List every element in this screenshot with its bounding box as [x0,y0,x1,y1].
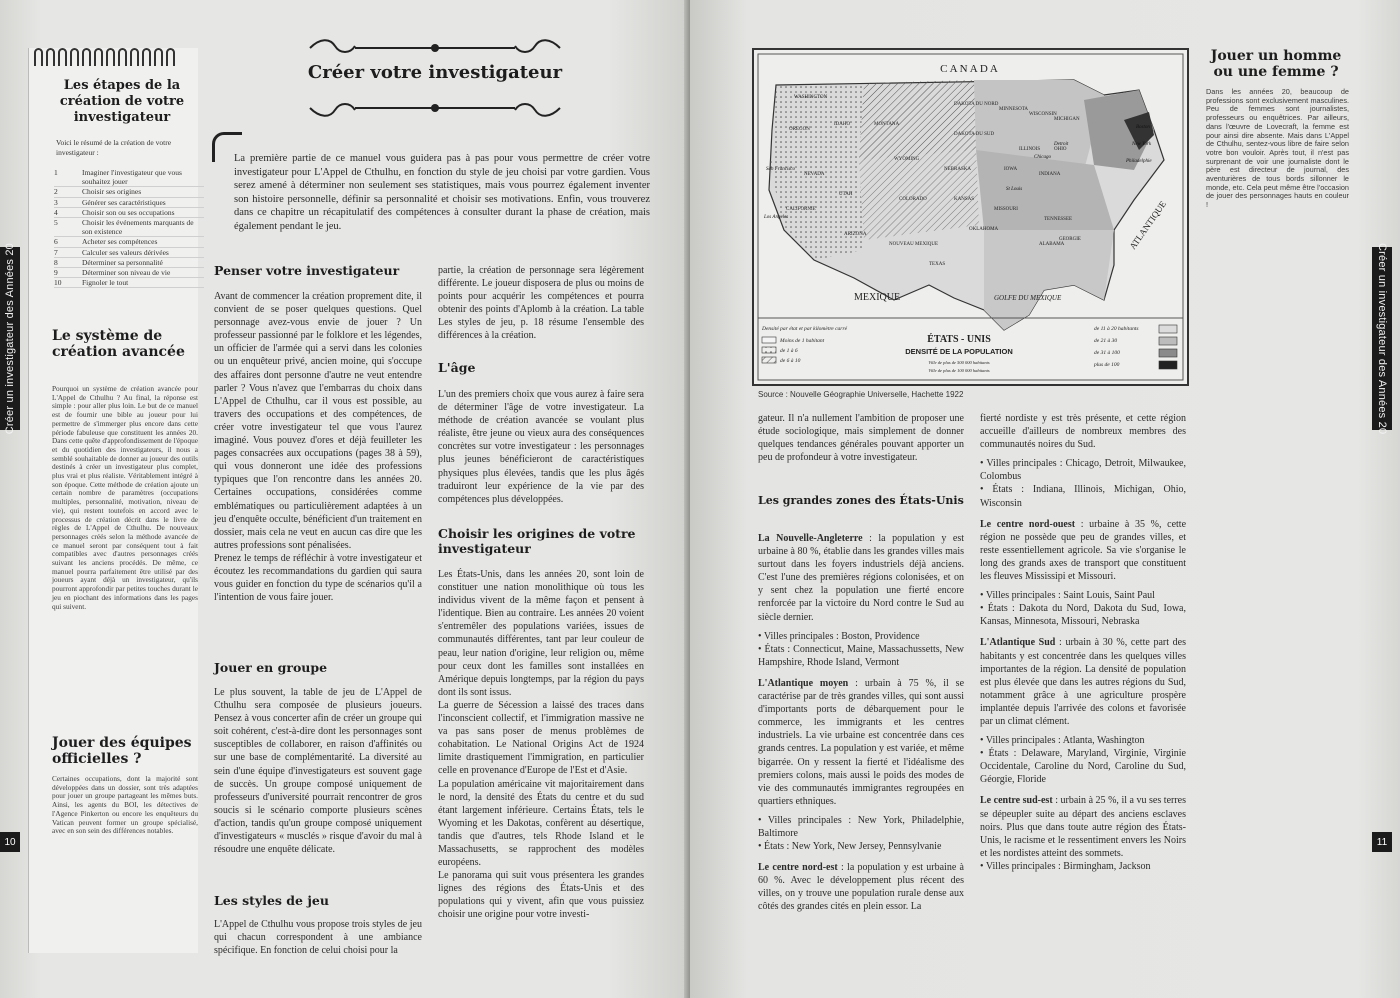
page-title: Créer votre investigateur [307,62,563,83]
right-column-1 [758,412,964,464]
ornament-bottom-icon [300,96,570,120]
region-text: : urbain à 75 %, il se caractérise par de très grandes villes, qui sont aussi d'importants ports de débarquement pour le commerce, les immigrants et les centres industriels. La vie urbaine est concentrée dans ces grands centres. La population y est variée, et même bigarrée. On y ressent la fierté et l'idéalisme des premiers colons, mais aussi le poids des modes de vie des communautés immigrantes regroupées en quartiers ethniques. [758,677,965,807]
legend-right-3: plus de 100 [1094,362,1120,368]
legend-left-0: Densité par état et par kilomètre carré [762,326,848,332]
map-state-label: UTAH [839,192,853,197]
step-label: Déterminer son niveau de vie [82,268,171,278]
step-item [54,187,204,197]
paragraph: La population américaine vit majoritairement dans le nord, la densité des États du centre et du sud étant largement inférieure. Certains États, tels le Wyoming et les Dakotas, confèrent au désertique, tandis que d'autres, tels Rhode Island et le Massachusetts, se rapprochent des modèles européens. [438,778,644,869]
map-title: ÉTATS - UNIS [927,334,991,345]
legend-right-2: de 31 à 100 [1094,350,1120,356]
map-state-label: IOWA [1004,167,1018,172]
step-number: 2 [54,187,58,197]
map-city-label: San Francisco [766,167,796,172]
step-number: 3 [54,197,58,207]
gender-heading: Jouer un homme ou une femme ? [1210,48,1342,80]
region-title: L'Atlantique Sud [980,637,1056,649]
region-cities: • Villes principales : Chicago, Detroit, Milwaukee, Colombus [980,458,1186,483]
chapter-tab-right [1372,242,1392,435]
map-city-label: New York [1132,142,1152,147]
legend-right-1: de 21 à 30 [1094,338,1118,344]
map-label-atlantique: ATLANTIQUE [1127,199,1169,252]
heading-groupe: Jouer en groupe [214,660,328,675]
legend-left-2: de 1 à 6 [780,348,798,354]
region-paragraph [758,861,964,913]
column-1 [214,290,422,604]
population-density-map [752,48,1189,386]
right-column-1-b [758,532,964,914]
column-1-c [214,918,422,957]
step-label: Déterminer sa personnalité [82,257,163,267]
map-state-label: WYOMING [894,157,920,162]
paragraph: partie, la création de personnage sera légèrement différente. Le joueur disposera de plus ou moins de points pour acquérir les compétences et pourra obtenir des points d'Aplomb à la création. La table Les styles de jeu, p. 18 résume l'ensemble des différences à la création. [438,265,644,342]
intro-paragraph: La première partie de ce manuel vous guidera pas à pas pour vous permettre de créer votre investigateur pour L'Appel de Cthulhu, en fonction du style de jeu choisi par votre gardien. Vous serez amené à déterminer non seulement ses statistiques, mais vous pourrez également inventer son histoire personnelle, définir sa personnalité et choisir ses motivations. Enfin, vous trouverez dans ce chapitre un récapitulatif des compétences à consulter durant la phase de création, mais également pendant le jeu. [234,153,650,232]
step-label: Calculer ses valeurs dérivées [82,247,169,257]
step-label: Choisir ses origines [82,187,142,197]
legend-mid-1: Ville de plus de 100 000 habitants [928,368,990,373]
map-state-label: NEBRASKA [944,167,971,172]
map-state-label: GEORGIE [1059,237,1081,242]
map-city-label: Boston [1136,125,1150,130]
paragraph: Les États-Unis, dans les années 20, sont loin de constituer une nation monolithique où tous les individus vivent de la même façon et pensent à l'identique. Bien au contraire. Les années 20 voient s'entremêler des populations variées, issues de communautés différentes, tant par leur couleur de peau, leur nation d'origine, leur religion ou, même pour ceux dont les familles sont installées en Amérique depuis longtemps, par la région du pays dont ils sont issus. [438,569,644,698]
region-text: : la population y est urbaine à 60 %. Avec le développement plus récent des villes, on y trouve une population rurale dense aux côtés des grandes cités en plein essor. La [758,862,964,913]
page-number-right: 11 [1372,832,1392,852]
map-city-label: Chicago [1034,155,1051,160]
step-number: 1 [54,168,58,177]
step-item [54,198,204,208]
legend-mid-0: Ville de plus de 500 000 habitants [928,360,990,365]
heading-origines: Choisir les origines de votre investigateur [438,526,636,556]
region-paragraph [758,677,964,808]
map-city-label: Philadelphie [1126,159,1152,164]
region-paragraph [758,532,964,624]
region-paragraph [980,518,1186,583]
map-city-label: St Louis [1006,187,1023,192]
legend-right-0: de 11 à 20 habitants [1094,326,1139,332]
map-caption: Source : Nouvelle Géographie Universelle, Hachette 1922 [758,390,964,399]
region-text: : urbain à 30 %, cette part des habitants y est concentrée dans les quelques villes importantes de la région. La densité de population est plus élevée que dans les autres régions du Sud, notamment grâce à une agriculture prospère implantée depuis l'arrivée des colons et favorisée par un climat clément. [980,637,1186,727]
map-state-label: MISSOURI [994,207,1018,212]
map-city-label: Los Angeles [764,215,789,220]
paragraph: fierté nordiste y est très présente, et cette région accueille d'ailleurs de nombreux membres des communautés noires du Sud. [980,413,1186,451]
legend-left-1: Moins de 1 habitant [780,338,825,344]
map-state-label: NOUVEAU MEXIQUE [889,242,939,247]
map-state-label: ARIZONA [844,232,867,237]
step-item [54,268,204,278]
map-state-label: TENNESSEE [1044,217,1073,222]
map-state-label: IDAHO [834,122,851,127]
map-state-label: ALABAMA [1039,242,1065,247]
chapter-tab-label: Créer un investigateur des Années 20 [1376,242,1388,435]
map-state-label: MINNESOTA [999,107,1029,112]
region-cities: • Villes principales : Saint Louis, Saint Paul [980,590,1155,602]
map-state-label: DAKOTA DU SUD [954,132,995,137]
chapter-tab-left [0,242,20,435]
map-state-label: NEVADA [804,172,825,177]
region-paragraph [980,636,1186,728]
map-state-label: DAKOTA DU NORD [954,102,999,107]
step-item [54,168,204,187]
step-number: 8 [54,257,58,267]
paragraph: Avant de commencer la création proprement dite, il convient de se poser quelques questions. Quel personnage avez-vous envie de jouer ? Un professeur passionné par le folklore et les légendes, un officier de l'armée qui a servi dans les colonies ou un enquêteur privé, ancien moine, qui s'occupe des affaires dont personne d'autre ne veut entendre parler ? Vous n'avez que l'embarras du choix dans L'Appel de Cthulhu, car il vous est possible, au travers des occupations et des compétences, de créer votre investigateur tel que vous l'aurez imaginé. Vous pouvez d'ores et déjà feuilleter les pages consacrées aux occupations (pages 38 à 59), qui vous donneront une idée des professions typiques que l'on rencontre dans les années 20. Certaines occupations, considérées comme emblématiques ou particulièrement adaptées à un jeu d'enquête occulte, bénéficient d'un traitement en dossier, mais cela ne veut en aucun cas dire que les autres professions sont pénalisées. [214,291,422,551]
step-item [54,278,204,288]
column-2-c [438,568,644,922]
step-label: Fignoler le tout [82,278,129,288]
region-states: • États : Connecticut, Maine, Massachussetts, New Hampshire, Rhode Island, Vermont [758,643,964,668]
map-state-label: COLORADO [899,197,927,202]
map-state-label: OREGON [789,127,810,132]
region-states: • États : Indiana, Illinois, Michigan, Ohio, Wisconsin [980,484,1186,509]
steps-list [54,168,204,288]
chapter-tab-label: Créer un investigateur des Années 20 [4,242,16,435]
page-number-left: 10 [0,832,20,852]
heading-penser: Penser votre investigateur [214,263,400,278]
region-states: • États : Dakota du Nord, Dakota du Sud, Iowa, Kansas, Minnesota, Missouri, Nebraska [980,603,1186,628]
map-state-label: INDIANA [1039,172,1061,177]
paragraph: La guerre de Sécession a laissé des traces dans l'inconscient collectif, et l'immigration massive ne va pas sans poser de menus problèmes de cohabitation. Le National Origins Act de 1924 limite drastiquement l'immigration, en particulier celle en provenance d'Europe de l'Est et d'Asie. [438,699,644,777]
region-title: La Nouvelle-Angleterre [758,533,863,544]
step-number: 4 [54,207,58,217]
map-subtitle: DENSITÉ DE LA POPULATION [905,347,1013,356]
heading-zones: Les grandes zones des États-Unis [758,494,964,507]
region-title: L'Atlantique moyen [758,677,849,689]
step-number: 10 [54,278,62,288]
region-text: : la population y est urbaine à 80 %, établie dans les grandes villes mais surtout dans les foyers industriels déjà anciens. C'est l'une des premières régions colonisées, et on y sent chez la population une fierté encore renforcée par la victoire du Nord contre le Sud au siècle dernier. [758,533,964,623]
step-label: Imaginer l'investigateur que vous souhaitez jouer [82,168,182,187]
legend-left-3: de 6 à 10 [780,358,801,364]
sidebar-title: Les étapes de la création de votre investigateur [59,78,185,125]
region-cities: • Villes principales : Boston, Providence [758,630,920,642]
step-number: 5 [54,218,58,228]
region-cities: • Villes principales : Atlanta, Washington [980,735,1145,747]
column-2-b [438,388,644,506]
region-title: Le centre sud-est [980,795,1053,807]
gender-text: Dans les années 20, beaucoup de professions sont exclusivement masculines. Peu de femmes sont journalistes, professeurs ou enquêtrices. Par ailleurs, dans l'œuvre de Lovecraft, la femme est pour ainsi dire absente. Mais dans L'Appel de Cthulhu, sentez-vous libre de faire selon votre bon vouloir. Après tout, il n'est pas surprenant de voir une journaliste dont le père est directeur de journal, des aventurières de tous bords sillonner le monde, etc. Cela peut même être l'occasion de jouer des personnages hauts en couleur ! [1206,87,1349,210]
usa-map-figure [754,50,1187,384]
heading-styles: Les styles de jeu [214,893,329,908]
ornament-top-icon [300,36,570,60]
region-title: Le centre nord-est [758,862,838,874]
column-1-b [214,686,422,856]
map-state-label: CALIFORNIE [786,207,816,212]
map-label-mexique: MEXIQUE [854,292,901,303]
region-text: : urbain à 25 %, il a vu ses terres se dépeupler suite au départ des anciens esclaves noirs. Plus que dans toute autre région des États-Unis, le racisme et le ressentiment envers les Noirs et les nordistes atteint des sommets. [980,795,1186,859]
map-state-label: MONTANA [874,122,900,127]
step-number: 6 [54,237,58,247]
map-state-label: TEXAS [929,262,946,267]
step-label: Choisir les événements marquants de son existence [82,218,194,237]
map-state-label: OHIO [1054,147,1067,152]
step-item [54,237,204,247]
paragraph: Le panorama qui suit vous présentera les grandes lignes des régions des États-Unis et des populations qui y vivent, afin que vous puissiez choisir une origine pour votre investi- [438,870,644,921]
region-title: Le centre nord-ouest [980,518,1076,530]
step-item [54,218,204,237]
spiral-binding-icon [34,48,184,72]
teams-heading: Jouer des équipes officielles ? [52,735,192,767]
step-label: Acheter ses compétences [82,237,158,247]
step-item [54,208,204,218]
map-city-label: Detroit [1054,142,1069,147]
map-state-label: OKLAHOMA [969,227,999,232]
step-number: 9 [54,268,58,278]
paragraph: L'Appel de Cthulhu vous propose trois styles de jeu qui chacun correspondent à une ambiance spécifique. En fonction de celui choisi pour la [214,919,422,957]
region-states: • États : New York, New Jersey, Pennsylvanie [758,841,942,853]
map-state-label: WASHINGTON [794,95,828,100]
map-state-label: WISCONSIN [1029,112,1057,117]
region-paragraph [980,794,1186,859]
paragraph: gateur. Il n'a nullement l'ambition de proposer une étude sociologique, mais simplement de donner quelques tendances générales pouvant apporter un peu de profondeur à votre investigateur. [758,413,964,464]
sidebar-intro: Voici le résumé de la création de votre investigateur : [56,138,172,157]
paragraph: Prenez le temps de réfléchir à votre investigateur et écoutez les recommandations du gardien qui saura vous guider en fonction du type de scénarios qu'il a l'intention de vous faire jouer. [214,552,422,604]
map-state-label: MICHIGAN [1054,117,1080,122]
system-text: Pourquoi un système de création avancée pour L'Appel de Cthulhu ? Au final, la réponse est simple : pour aller plus loin. Le but de ce manuel est de fournir une bible au joueur pour lui permettre de s'immerger plus encore dans cette période fabuleuse que constituent les années 20. Dans cette quête d'approfondissement de l'époque et du quotidien des investigateurs, il nous a semblé souhaitable de donner au joueur des outils destinés à créer un investigateur plus complet, plus vrai et plus réaliste. Véritablement intégré à son époque. Cette méthode de création ajoute un certain nombre de paramètres (occupations multiples, personnalité, motivation, niveau de vie), qui restent toutefois en accord avec le processus de création décrit dans le livre de règles de L'Appel de Cthulhu. De nouveaux personnages créés selon la méthode avancée de ce manuel seront par conséquent tout à fait compatibles avec d'autres personnages créés suivant les anciens procédés. De même, ce manuel pourra parfaitement être utilisé par des joueurs ayant déjà un investigateur, qu'ils pourront approfondir par petites touches durant le jeu en piochant des informations dans les pages qui suivent. [52,384,198,611]
heading-age: L'âge [438,360,476,375]
paragraph: Le plus souvent, la table de jeu de L'Appel de Cthulhu sera composée de plusieurs joueurs. Pensez à vous concerter afin de créer un groupe qui soit cohérent, c'est-à-dire dont les personnages sont susceptibles de collaborer, en raison d'affinités ou sur une base de complémentarité. La diversité au sein d'une équipe d'investigateurs est souvent gage de succès. Un groupe composé uniquement de professeurs d'université pourrait rencontrer de gros soucis si le scénario comporte plusieurs scènes d'action, tandis qu'un groupe composé uniquement d'investigateurs « musclés » risque d'avoir du mal à résoudre une enquête délicate. [214,687,422,856]
step-item [54,258,204,268]
map-label-canada: C A N A D A [940,63,998,75]
step-item [54,248,204,258]
step-label: Générer ses caractéristiques [82,197,166,207]
region-text: : urbaine à 35 %, cette région ne possède que peu de grandes villes, et reste essentiellement agricole. Sa vie s'organise le long des grands axes de transport que constituent les fleuves Mississipi et Missouri. [980,518,1187,583]
map-label-golfe: GOLFE DU MEXIQUE [994,294,1062,302]
step-number: 7 [54,247,58,257]
column-2 [438,264,644,343]
region-cities: • Villes principales : New York, Philadelphie, Baltimore [758,814,964,839]
left-page [0,0,690,998]
map-state-label: ILLINOIS [1019,147,1041,152]
region-states: • États : Delaware, Maryland, Virginie, Virginie Occidentale, Caroline du Nord, Caroline du Sud, Géorgie, Floride [980,748,1186,786]
map-state-label: KANSAS [954,197,975,202]
paragraph: L'un des premiers choix que vous aurez à faire sera de déterminer l'âge de votre investigateur. La méthode de création avancée se voulant plus réaliste, être jeune ou vieux aura des conséquences concrètes sur votre investigateur : les personnages plus jeunes bénéficieront de caractéristiques physiques plus élevées, tandis que les plus âgés traduiront leur expérience de la vie par des compétences plus développées. [438,389,644,505]
region-cities: • Villes principales : Birmingham, Jackson [980,860,1151,872]
teams-text: Certaines occupations, dont la majorité sont développées dans un dossier, sont très adaptées pour jouer un groupe partageant les mêmes buts. Ainsi, les agents du BOI, les détectives de l'Agence Pinkerton ou encore les enquêteurs du Vatican peuvent former un groupe spécialisé, avec en son sein des différences notables. [52,774,198,836]
step-label: Choisir son ou ses occupations [82,207,175,217]
system-heading: Le système de création avancée [52,328,185,360]
right-column-2 [980,412,1186,873]
